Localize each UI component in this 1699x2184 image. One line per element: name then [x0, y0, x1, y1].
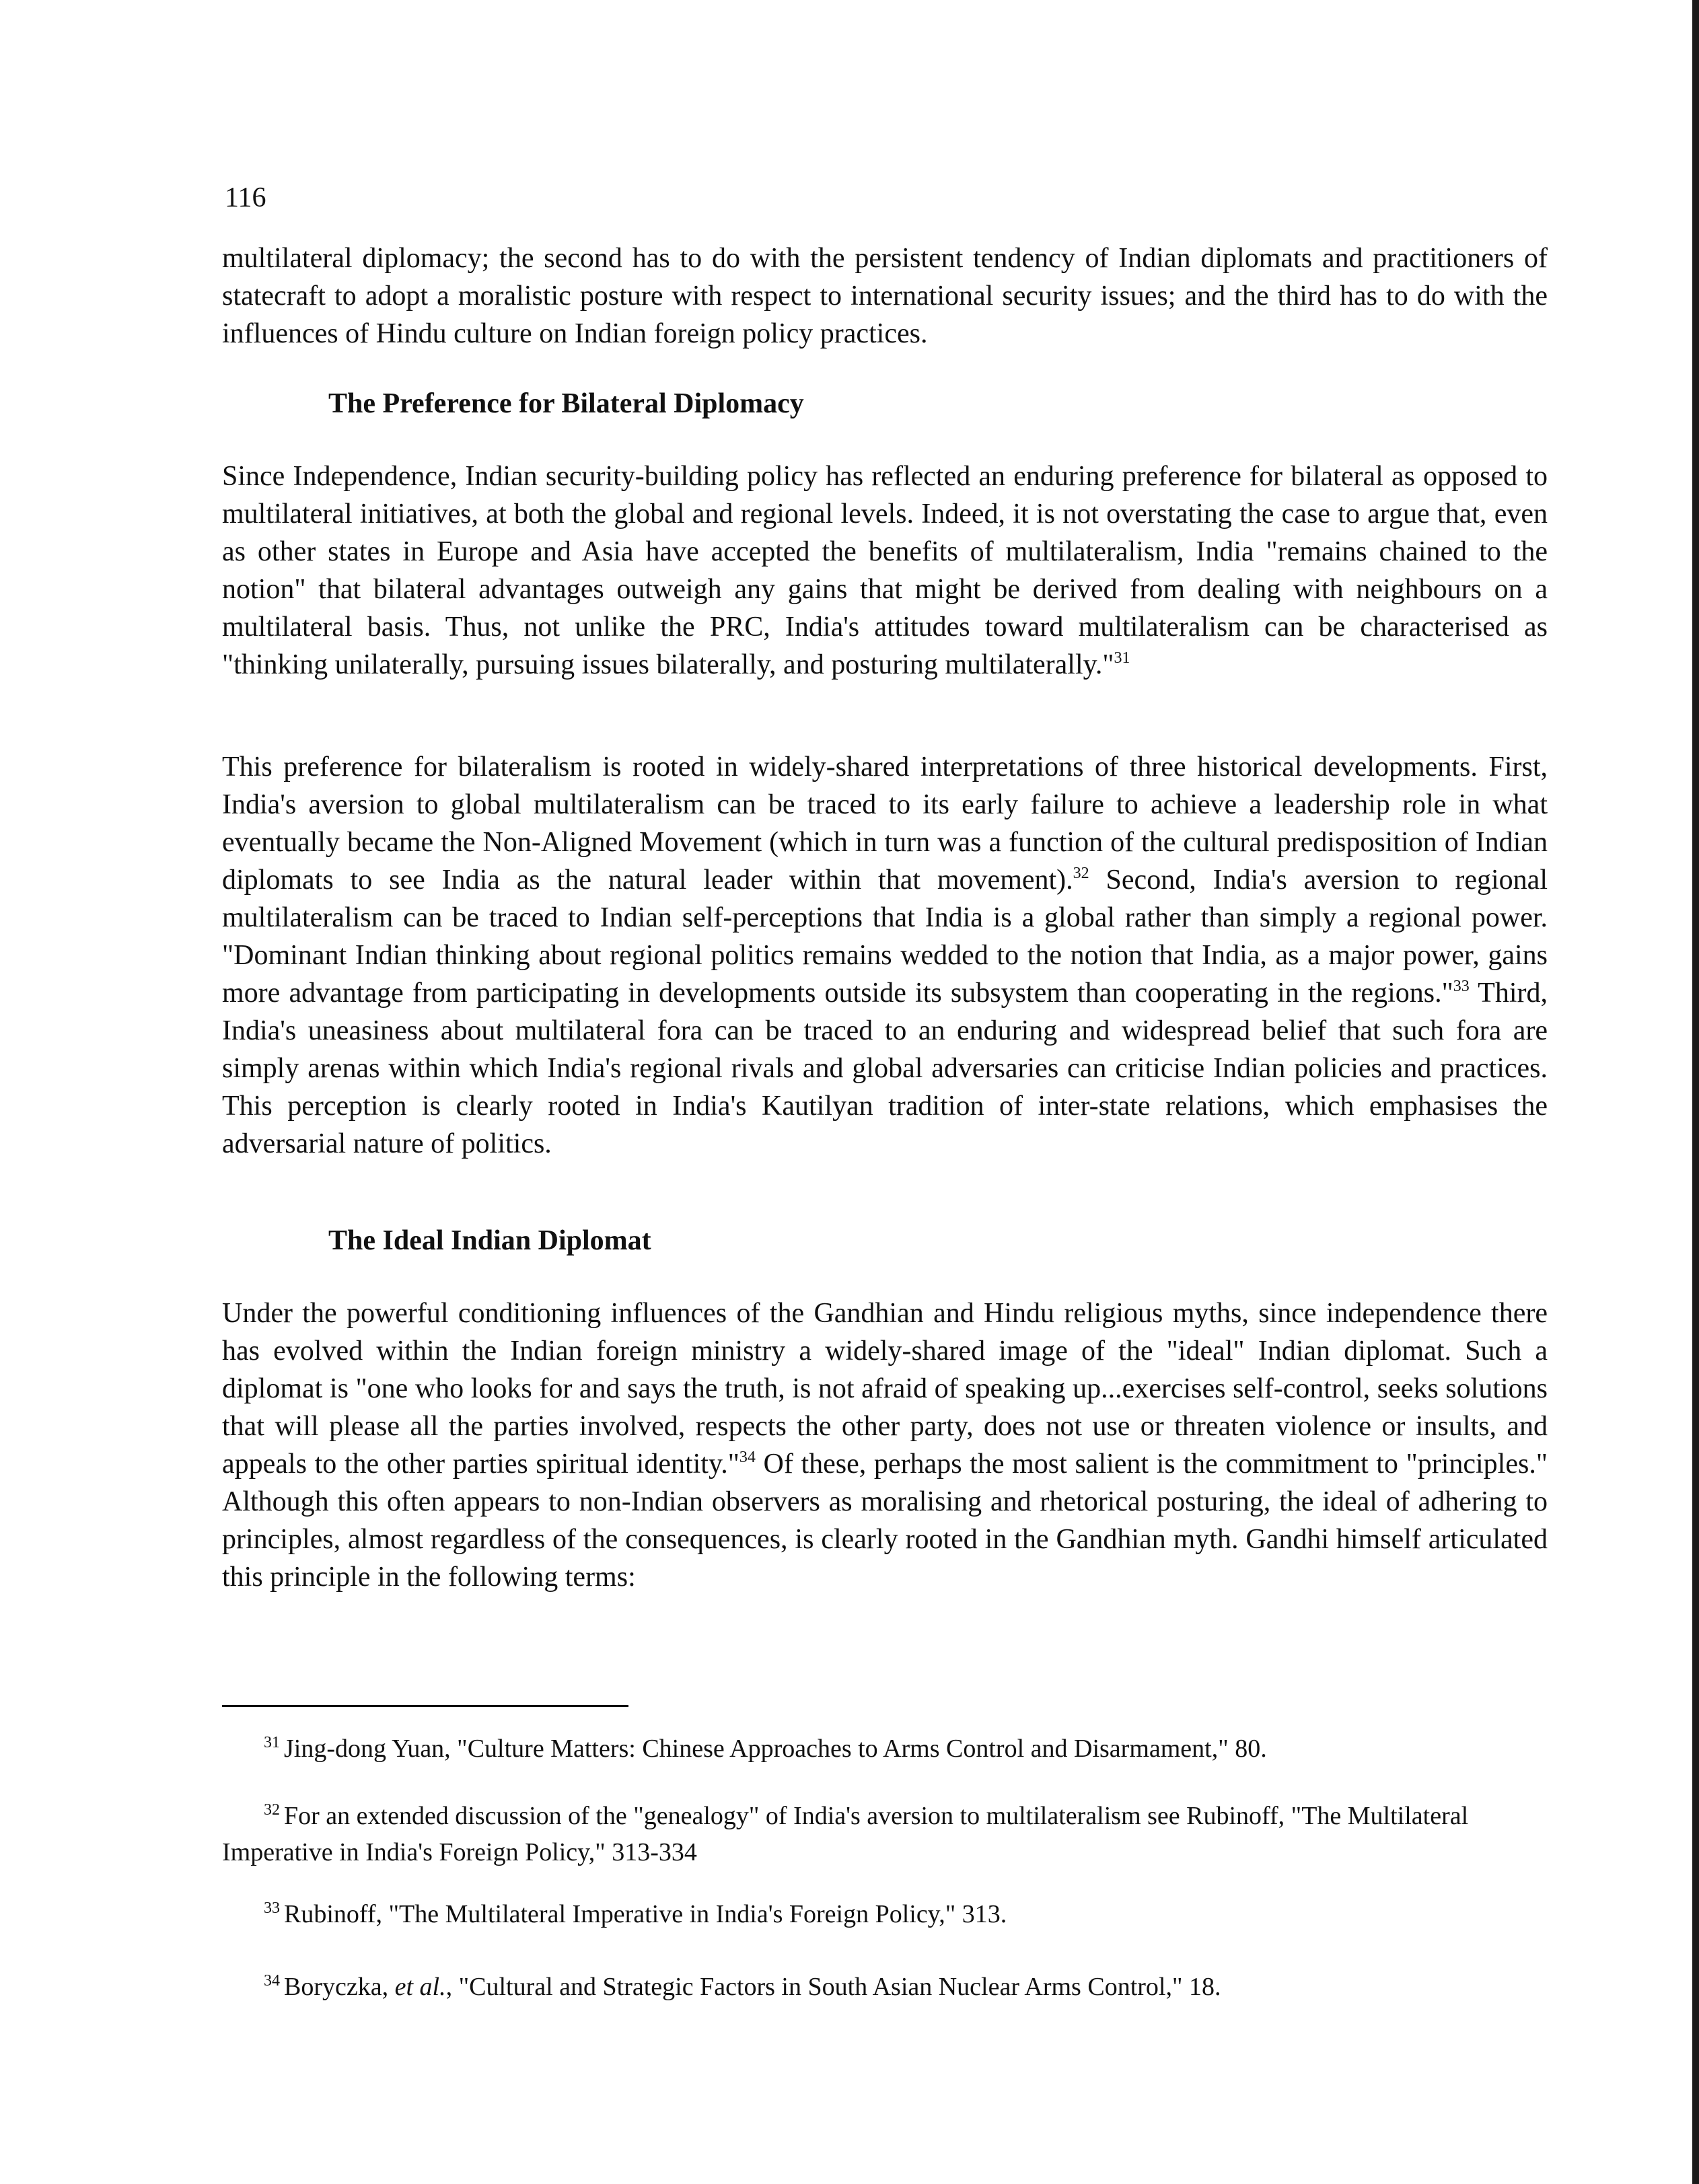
section-heading-ideal-diplomat: The Ideal Indian Diplomat	[328, 1225, 651, 1256]
paragraph-text: Since Independence, Indian security-building policy has reflected an enduring preference for bilateral as opposed to multilateral initiatives, at both the global and regional levels. Indeed, it is not overstating the case to argue that, even as other states in Europe and Asia have accepted the benefits of multilateralism, India "remains chained to the notion" that bilateral advantages outweigh any gains that might be derived from dealing with neighbours on a multilateral basis. Thus, not unlike the PRC, India's attitudes toward multilateralism can be characterised as "thinking unilaterally, pursuing issues bilaterally, and posturing multilaterally."	[222, 461, 1548, 680]
footnote-text: For an extended discussion of the "genealogy" of India's aversion to multilateralism see Rubinoff, "The Multilateral Imperative in India's Foreign Policy," 313-334	[222, 1802, 1469, 1866]
paragraph-intro-text: multilateral diplomacy; the second has to do with the persistent tendency of Indian diplomats and practitioners of statecraft to adopt a moralistic posture with respect to international security issues; and the third has to do with the influences of Hindu culture on Indian foreign policy practices.	[222, 243, 1548, 349]
footnote-32	[222, 1798, 1548, 1870]
footnote-text: Boryczka,	[284, 1973, 395, 2001]
page-number: 116	[225, 182, 266, 213]
paragraph-text: This preference for bilateralism is rooted in widely-shared interpretations of three historical developments. First, India's aversion to global multilateralism can be traced to its early failure to achieve a leadership role in what eventually became the Non-Aligned Movement (which in turn was a function of the cultural predisposition of Indian diplomats to see India as the natural leader within that movement).	[222, 752, 1548, 896]
footnote-34	[222, 1969, 1548, 2005]
paragraph-historical-developments	[222, 748, 1548, 1163]
footnote-italic-text: et al.	[394, 1973, 446, 2001]
footnote-ref-33: 33	[1453, 978, 1470, 995]
footnote-separator	[222, 1705, 628, 1707]
footnote-number: 34	[264, 1972, 280, 1990]
footnote-33	[222, 1896, 1548, 1932]
paragraph-text: Under the powerful conditioning influences of the Gandhian and Hindu religious myths, since independence there has evolved within the Indian foreign ministry a widely-shared image of the "ideal" Indian diplomat. Such a diplomat is "one who looks for and says the truth, is not afraid of speaking up...exercises self-control, seeks solutions that will please all the parties involved, respects the other party, does not use or threaten violence or insults, and appeals to the other parties spiritual identity."	[222, 1298, 1548, 1480]
footnote-31	[222, 1731, 1548, 1767]
footnote-text: , "Cultural and Strategic Factors in South Asian Nuclear Arms Control," 18.	[445, 1973, 1221, 2001]
paragraph-text: Second, India's aversion to regional multilateralism can be traced to Indian self-perceptions that India is a global rather than simply a regional power. "Dominant Indian thinking about regional politics remains wedded to the notion that India, as a major power, gains more advantage from participating in developments outside its subsystem than cooperating in the regions."	[222, 865, 1548, 1009]
footnote-ref-31: 31	[1114, 649, 1130, 667]
section-heading-bilateral-diplomacy: The Preference for Bilateral Diplomacy	[328, 388, 804, 419]
paragraph-text: Of these, perhaps the most salient is the commitment to "principles." Although this often appears to non-Indian observers as moralising and rhetorical posturing, the ideal of adhering to principles, almost regardless of the consequences, is clearly rooted in the Gandhian myth. Gandhi himself articulated this principle in the following terms:	[222, 1449, 1548, 1593]
footnote-ref-34: 34	[739, 1449, 756, 1466]
footnote-text: Jing-dong Yuan, "Culture Matters: Chinese Approaches to Arms Control and Disarmament," 80.	[284, 1735, 1267, 1763]
paragraph-bilateral-preference	[222, 458, 1548, 684]
footnote-text: Rubinoff, "The Multilateral Imperative in India's Foreign Policy," 313.	[284, 1900, 1007, 1928]
paragraph-ideal-diplomat	[222, 1295, 1548, 1596]
page-edge-border	[1692, 0, 1699, 2184]
paragraph-intro	[222, 240, 1548, 353]
footnote-ref-32: 32	[1073, 865, 1089, 882]
footnote-number: 33	[264, 1899, 280, 1917]
paragraph-text: Third, India's uneasiness about multilateral fora can be traced to an enduring and widespread belief that such fora are simply arenas within which India's regional rivals and global adversaries can criticise Indian policies and practices. This perception is clearly rooted in India's Kautilyan tradition of inter-state relations, which emphasises the adversarial nature of politics.	[222, 978, 1548, 1159]
footnote-number: 32	[264, 1801, 280, 1819]
footnote-number: 31	[264, 1734, 280, 1751]
